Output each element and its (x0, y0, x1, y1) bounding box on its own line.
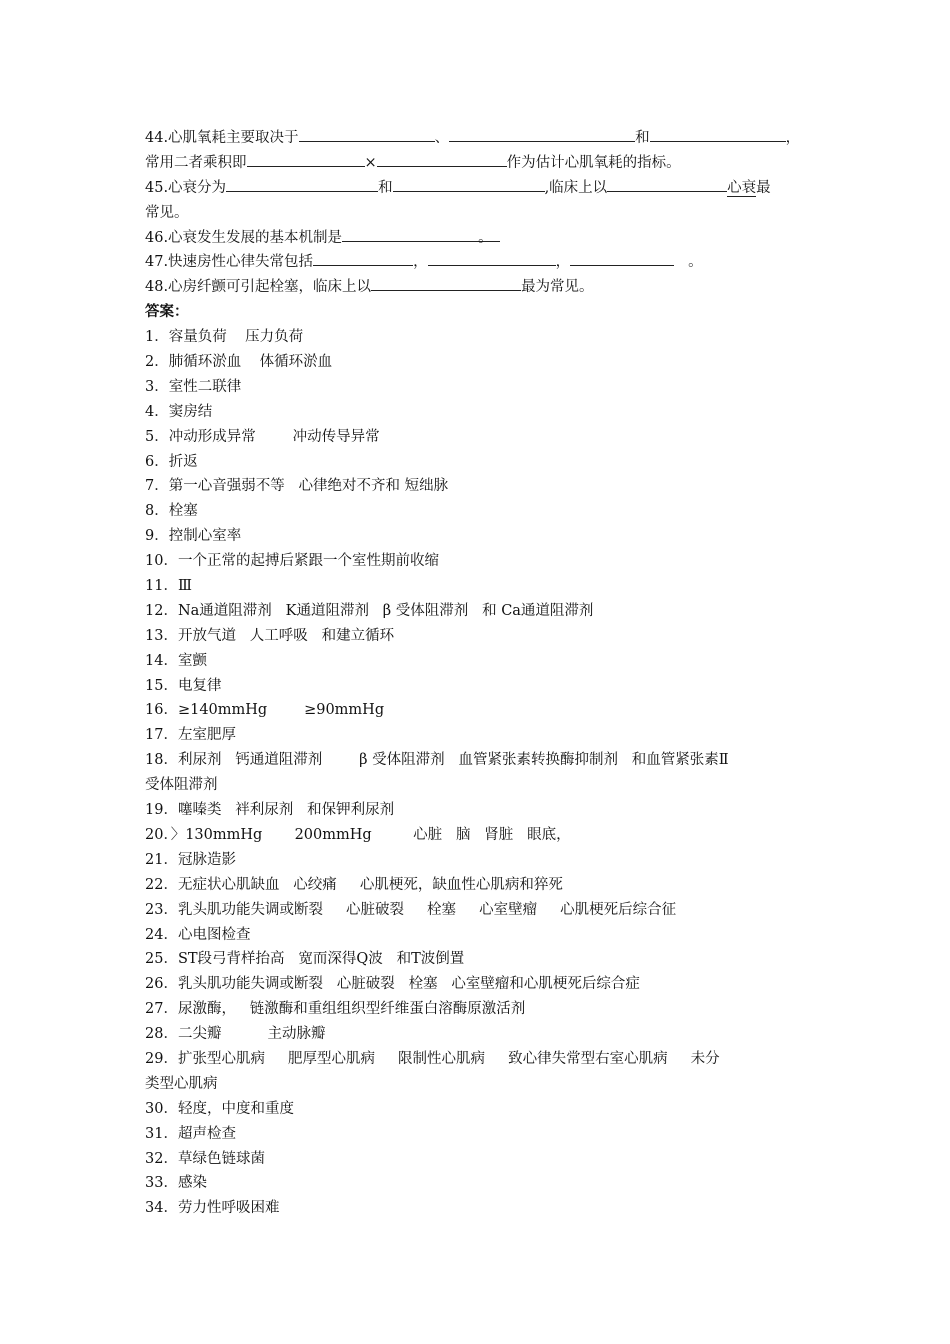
question-45-text: 45.心衰分为 (145, 179, 227, 196)
answer-line: 28．二尖瓣 主动脉瓣 (145, 1026, 326, 1043)
blank-field[interactable] (299, 126, 435, 142)
answer-line: 33．感染 (145, 1175, 207, 1192)
answer-line: 1．容量负荷 压力负荷 (145, 329, 304, 346)
answer-line: 22．无症状心肌缺血 心绞痛 心肌梗死，缺血性心肌病和猝死 (145, 876, 563, 893)
question-48-text-end: 最为常见。 (521, 279, 594, 296)
answer-line: 12．Na通道阻滞剂 K通道阻滞剂 β 受体阻滞剂 和 Ca通道阻滞剂 (145, 602, 594, 619)
multiply-sign: × (364, 154, 377, 171)
answer-line: 10．一个正常的起搏后紧跟一个室性期前收缩 (145, 553, 439, 570)
blank-field[interactable] (428, 250, 556, 266)
connector-text: 和 (635, 130, 650, 146)
question-48-text: 48.心房纤颤可引起栓塞，临床上以 (145, 279, 372, 296)
answer-line: 23．乳头肌功能失调或断裂 心脏破裂 栓塞 心室壁瘤 心肌梗死后综合征 (145, 901, 677, 918)
answer-line: 25．ST段弓背样抬高 宽而深得Q波 和T波倒置 (145, 951, 465, 968)
blank-field[interactable] (226, 176, 378, 192)
blank-field[interactable] (449, 126, 635, 142)
question-44-text-end: 作为估计心肌氧耗的指标。 (506, 154, 681, 171)
answer-line: 2．肺循环淤血 体循环淤血 (145, 354, 333, 371)
question-45-text-mid: ,临床上以 (544, 179, 608, 196)
answer-line: 30．轻度，中度和重度 (145, 1100, 294, 1117)
question-44-line-2 (145, 151, 810, 176)
blank-field[interactable] (313, 250, 413, 266)
answer-line: 16．≥140mmHg ≥90mmHg (145, 702, 385, 719)
question-44-text-cont: 常用二者乘积即 (145, 154, 247, 171)
answer-line: 27．尿激酶， 链激酶和重组组织型纤维蛋白溶酶原激活剂 (145, 1001, 526, 1018)
answer-line: 32．草绿色链球菌 (145, 1150, 265, 1167)
question-45-text-cont: 常见。 (145, 204, 189, 221)
period-text: 。 (478, 229, 493, 246)
answer-line: 21．冠脉造影 (145, 851, 236, 868)
punctuation-text: ， (785, 130, 801, 146)
answer-line: 19．噻嗪类 袢利尿剂 和保钾利尿剂 (145, 802, 395, 819)
underlined-text: 心衰 (727, 179, 757, 196)
answer-line: 31．超声检查 (145, 1125, 236, 1142)
blank-field[interactable] (393, 176, 545, 192)
answer-line: 3．室性二联律 (145, 378, 242, 395)
question-44-line-1 (145, 126, 810, 151)
blank-field[interactable] (377, 151, 507, 167)
answer-line: 受体阻滞剂 (145, 777, 218, 794)
connector-text: 和 (378, 179, 393, 196)
comma-text: ， (555, 254, 571, 271)
answer-line: 24．心电图检查 (145, 926, 251, 943)
answers-list (145, 325, 810, 1221)
answer-line: 18．利尿剂 钙通道阻滞剂 β 受体阻滞剂 血管紧张素转换酶抑制剂 和血管紧张素Ⅱ (145, 752, 729, 769)
answer-line: 9．控制心室率 (145, 528, 242, 545)
question-46-text: 46.心衰发生发展的基本机制是 (145, 229, 343, 246)
answer-line: 类型心肌病 (145, 1075, 218, 1092)
answer-line: 26．乳头肌功能失调或断裂 心脏破裂 栓塞 心室壁瘤和心肌梗死后综合症 (145, 976, 640, 993)
blank-field[interactable] (342, 226, 500, 246)
question-45-line-1 (145, 176, 810, 201)
question-45-text-end: 最 (756, 179, 771, 196)
answer-line: 4．窦房结 (145, 403, 213, 420)
blank-field[interactable] (371, 275, 521, 291)
question-46 (145, 226, 810, 251)
answer-line: 34．劳力性呼吸困难 (145, 1200, 280, 1217)
answer-line: 7．第一心音强弱不等 心律绝对不齐和 短绌脉 (145, 478, 449, 495)
answer-line: 11．Ⅲ (145, 578, 192, 595)
answer-line: 29．扩张型心肌病 肥厚型心肌病 限制性心肌病 致心律失常型右室心肌病 未分 (145, 1050, 720, 1067)
answer-line: 5．冲动形成异常 冲动传导异常 (145, 428, 380, 445)
question-48 (145, 275, 810, 300)
answers-heading: 答案： (145, 304, 189, 321)
answer-line: 15．电复律 (145, 677, 222, 694)
document-page (145, 126, 810, 1221)
answer-line: 8．栓塞 (145, 503, 198, 520)
blank-field[interactable] (247, 151, 365, 167)
blank-field[interactable] (570, 250, 674, 266)
answer-line: 17．左室肥厚 (145, 727, 236, 744)
question-44-text: 44.心肌氧耗主要取决于 (145, 130, 299, 146)
question-47-text: 47.快速房性心律失常包括 (145, 254, 314, 271)
answer-line: 20．〉130mmHg 200mmHg 心脏 脑 肾脏 眼底， (145, 826, 571, 843)
period-text: 。 (688, 254, 703, 271)
answer-line: 13．开放气道 人工呼吸 和建立循环 (145, 627, 395, 644)
comma-text: ， (413, 254, 428, 271)
question-47 (145, 250, 810, 275)
answer-line: 14．室颤 (145, 652, 207, 669)
question-45-line-2 (145, 201, 810, 226)
blank-field[interactable] (607, 176, 727, 192)
blank-field[interactable] (650, 126, 786, 142)
answer-line: 6．折返 (145, 453, 198, 470)
separator-text: 、 (434, 130, 450, 146)
